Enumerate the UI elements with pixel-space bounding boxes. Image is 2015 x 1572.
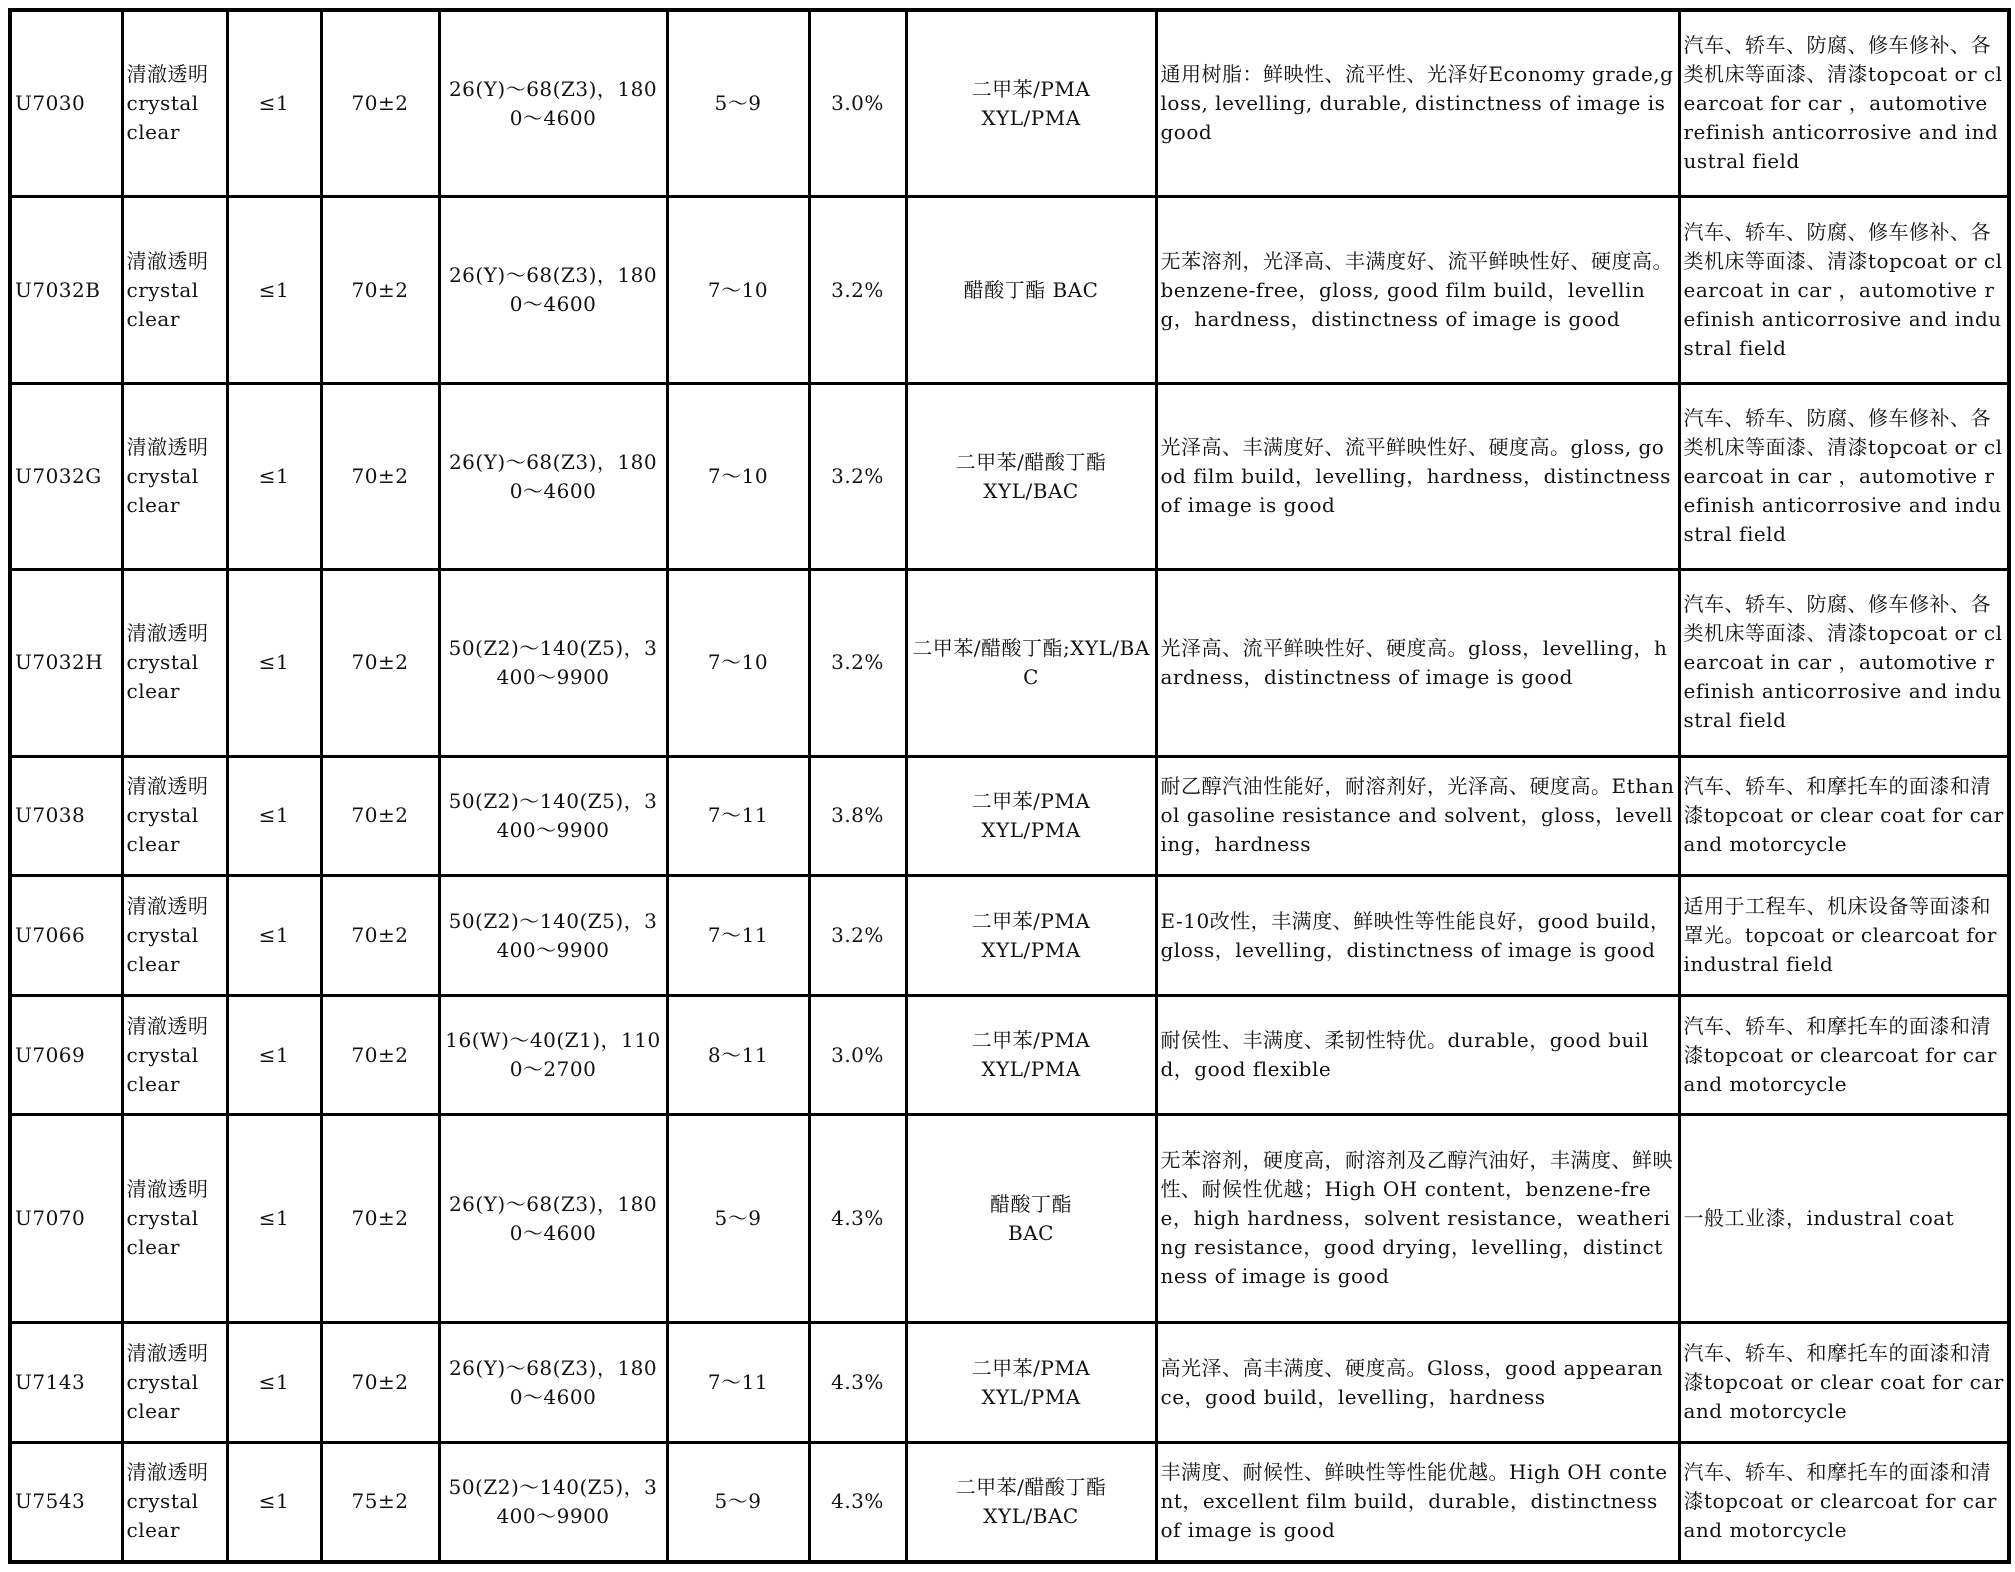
color-value: 7～11	[707, 1370, 769, 1395]
product-code: U7143	[15, 1370, 86, 1395]
application-cell	[1679, 995, 2009, 1115]
appearance-en-2: clear	[126, 1071, 180, 1096]
product-code: U7032H	[15, 650, 104, 675]
table-row	[10, 1323, 2009, 1443]
product-code: U7032B	[15, 277, 101, 302]
features-cell	[1156, 876, 1679, 996]
features-cell	[1156, 197, 1679, 383]
solid-content: 70±2	[351, 1042, 409, 1067]
appearance-en-2: clear	[126, 1399, 180, 1424]
solvent-line: XYL/PMA	[981, 817, 1081, 842]
appearance-cn: 清澈透明	[126, 1177, 209, 1202]
solvent-cell	[906, 1115, 1156, 1323]
viscosity: 50(Z2)～140(Z5)，3400～9900	[448, 635, 658, 689]
product-code-cell	[10, 197, 122, 383]
solvent-line: 二甲苯/PMA	[971, 788, 1091, 813]
solid-content-cell	[321, 197, 439, 383]
solid-content: 70±2	[351, 803, 409, 828]
appearance-cell	[122, 1115, 227, 1323]
viscosity-cell	[439, 197, 667, 383]
appearance-cn: 清澈透明	[126, 621, 209, 646]
viscosity: 26(Y)～68(Z3)，1800～4600	[448, 449, 658, 503]
solid-content: 75±2	[351, 1489, 409, 1514]
oh-content-cell	[809, 570, 906, 756]
application-text: 汽车、轿车、和摩托车的面漆和清漆topcoat or clearcoat for car and motorcycle	[1683, 1013, 1997, 1096]
application-text: 汽车、轿车、防腐、修车修补、各类机床等面漆、清漆topcoat or clearcoat in car ，automotive refinish anticorrosive and industral field	[1683, 592, 2003, 733]
appearance-en-1: crystal	[126, 91, 199, 116]
appearance-en-1: crystal	[126, 277, 199, 302]
table-row	[10, 995, 2009, 1115]
features-text: 光泽高、丰满度好、流平鲜映性好、硬度高。gloss, good film build，levelling，hardness，distinctness of image is good	[1160, 435, 1671, 518]
application-cell	[1679, 1442, 2009, 1562]
product-code-cell	[10, 10, 122, 197]
color-cell	[667, 10, 809, 197]
color-value: 7～11	[707, 923, 769, 947]
oh-content: 3.8%	[831, 803, 884, 828]
viscosity: 50(Z2)～140(Z5)，3400～9900	[448, 1474, 658, 1528]
solid-content: 70±2	[351, 91, 409, 116]
solid-content: 70±2	[351, 923, 409, 947]
product-code: U7070	[15, 1206, 86, 1231]
solvent-cell	[906, 756, 1156, 876]
solid-content-cell	[321, 10, 439, 197]
appearance-en-1: crystal	[126, 1370, 199, 1395]
viscosity-cell	[439, 383, 667, 569]
viscosity: 26(Y)～68(Z3)，1800～4600	[448, 76, 658, 130]
features-text: 丰满度、耐候性、鲜映性等性能优越。High OH content，excellent film build，durable，distinctness of image is good	[1160, 1460, 1668, 1543]
color-cell	[667, 1323, 809, 1443]
acid-value-cell	[227, 756, 321, 876]
viscosity-cell	[439, 1323, 667, 1443]
appearance-en-2: clear	[126, 120, 180, 145]
viscosity-cell	[439, 756, 667, 876]
appearance-en-2: clear	[126, 952, 180, 976]
solvent-line: 醋酸丁酯	[990, 1191, 1072, 1216]
table-row	[10, 876, 2009, 996]
solvent-line: 二甲苯/PMA	[971, 908, 1091, 933]
solid-content-cell	[321, 995, 439, 1115]
features-cell	[1156, 1442, 1679, 1562]
application-cell	[1679, 383, 2009, 569]
appearance-cn: 清澈透明	[126, 894, 209, 918]
features-cell	[1156, 1323, 1679, 1443]
features-cell	[1156, 383, 1679, 569]
solvent-cell	[906, 1442, 1156, 1562]
solvent-cell	[906, 876, 1156, 996]
color-value: 5～9	[714, 91, 762, 116]
solid-content: 70±2	[351, 1206, 409, 1231]
application-text: 适用于工程车、机床设备等面漆和罩光。topcoat or clearcoat for industral field	[1683, 894, 1997, 976]
acid-value-cell	[227, 10, 321, 197]
color-value: 5～9	[714, 1206, 762, 1231]
oh-content: 4.3%	[831, 1370, 884, 1395]
features-cell	[1156, 756, 1679, 876]
solid-content-cell	[321, 1323, 439, 1443]
color-cell	[667, 383, 809, 569]
solvent-line: XYL/BAC	[983, 478, 1079, 503]
appearance-cell	[122, 1323, 227, 1443]
table-row	[10, 197, 2009, 383]
color-cell	[667, 197, 809, 383]
table-row	[10, 756, 2009, 876]
solvent-line: 二甲苯/PMA	[971, 1028, 1091, 1053]
solid-content: 70±2	[351, 464, 409, 489]
appearance-cell	[122, 876, 227, 996]
oh-content-cell	[809, 383, 906, 569]
solvent-cell	[906, 197, 1156, 383]
appearance-cn: 清澈透明	[126, 435, 209, 460]
viscosity: 50(Z2)～140(Z5)，3400～9900	[448, 788, 658, 842]
application-text: 汽车、轿车、防腐、修车修补、各类机床等面漆、清漆topcoat or clearcoat for car ，automotive refinish anticorrosive and industral field	[1683, 33, 2003, 174]
color-value: 7～10	[707, 650, 769, 675]
color-cell	[667, 1115, 809, 1323]
solid-content-cell	[321, 1442, 439, 1562]
oh-content-cell	[809, 1442, 906, 1562]
features-cell	[1156, 570, 1679, 756]
appearance-cell	[122, 570, 227, 756]
viscosity-cell	[439, 995, 667, 1115]
resin-spec-sheet	[8, 8, 2007, 1564]
appearance-cell	[122, 995, 227, 1115]
table-row	[10, 1442, 2009, 1562]
appearance-en-2: clear	[126, 1235, 180, 1260]
product-code-cell	[10, 1323, 122, 1443]
viscosity: 26(Y)～68(Z3)，1800～4600	[448, 1191, 658, 1245]
solid-content-cell	[321, 1115, 439, 1323]
acid-value-cell	[227, 383, 321, 569]
features-text: 光泽高、流平鲜映性好、硬度高。gloss，levelling，hardness，distinctness of image is good	[1160, 635, 1668, 689]
acid-value-cell	[227, 1323, 321, 1443]
color-cell	[667, 756, 809, 876]
appearance-cn: 清澈透明	[126, 1341, 209, 1366]
solid-content: 70±2	[351, 650, 409, 675]
solvent-cell	[906, 10, 1156, 197]
appearance-en-2: clear	[126, 1518, 180, 1543]
appearance-cell	[122, 197, 227, 383]
acid-value: ≤1	[258, 1042, 290, 1067]
solvent-cell	[906, 383, 1156, 569]
application-text: 一般工业漆，industral coat	[1683, 1206, 1955, 1231]
viscosity: 50(Z2)～140(Z5)，3400～9900	[448, 908, 658, 962]
solvent-line: 醋酸丁酯 BAC	[963, 277, 1099, 302]
color-cell	[667, 570, 809, 756]
viscosity: 26(Y)～68(Z3)，1800～4600	[448, 1355, 658, 1409]
appearance-en-1: crystal	[126, 650, 199, 675]
acid-value-cell	[227, 995, 321, 1115]
features-cell	[1156, 995, 1679, 1115]
solvent-line: 二甲苯/PMA	[971, 1355, 1091, 1380]
acid-value-cell	[227, 876, 321, 996]
appearance-en-2: clear	[126, 493, 180, 518]
oh-content-cell	[809, 995, 906, 1115]
appearance-en-2: clear	[126, 832, 180, 857]
application-cell	[1679, 570, 2009, 756]
application-cell	[1679, 197, 2009, 383]
solvent-line: 二甲苯/醋酸丁酯	[955, 449, 1107, 474]
product-code: U7038	[15, 803, 86, 828]
appearance-cell	[122, 383, 227, 569]
oh-content: 3.0%	[831, 1042, 884, 1067]
application-text: 汽车、轿车、防腐、修车修补、各类机床等面漆、清漆topcoat or clearcoat in car ，automotive refinish anticorrosive and industral field	[1683, 406, 2003, 547]
resin-spec-table	[8, 8, 2011, 1564]
oh-content: 3.2%	[831, 923, 884, 947]
appearance-cell	[122, 1442, 227, 1562]
solvent-line: XYL/PMA	[981, 1384, 1081, 1409]
color-value: 8～11	[707, 1042, 769, 1067]
product-code-cell	[10, 756, 122, 876]
table-row	[10, 10, 2009, 197]
features-text: E-10改性，丰满度、鲜映性等性能良好，good build，gloss，levelling，distinctness of image is good	[1160, 908, 1671, 962]
viscosity-cell	[439, 1115, 667, 1323]
color-cell	[667, 995, 809, 1115]
appearance-cn: 清澈透明	[126, 1013, 209, 1038]
oh-content: 3.2%	[831, 464, 884, 489]
color-cell	[667, 1442, 809, 1562]
oh-content: 4.3%	[831, 1206, 884, 1231]
product-code-cell	[10, 570, 122, 756]
solvent-line: BAC	[1008, 1220, 1054, 1245]
appearance-cn: 清澈透明	[126, 774, 209, 799]
viscosity-cell	[439, 876, 667, 996]
appearance-cell	[122, 756, 227, 876]
color-value: 5～9	[714, 1489, 762, 1514]
features-text: 耐乙醇汽油性能好，耐溶剂好，光泽高、硬度高。Ethanol gasoline resistance and solvent，gloss，levelling，hardness	[1160, 774, 1675, 857]
acid-value: ≤1	[258, 91, 290, 116]
acid-value-cell	[227, 1442, 321, 1562]
table-row	[10, 1115, 2009, 1323]
acid-value-cell	[227, 197, 321, 383]
product-code: U7543	[15, 1489, 86, 1514]
appearance-en-1: crystal	[126, 803, 199, 828]
oh-content: 3.2%	[831, 650, 884, 675]
viscosity-cell	[439, 570, 667, 756]
appearance-en-1: crystal	[126, 923, 199, 947]
application-cell	[1679, 756, 2009, 876]
application-cell	[1679, 876, 2009, 996]
acid-value: ≤1	[258, 1370, 290, 1395]
color-value: 7～10	[707, 464, 769, 489]
features-text: 高光泽、高丰满度、硬度高。Gloss，good appearance，good build，levelling，hardness	[1160, 1355, 1664, 1409]
solvent-line: 二甲苯/醋酸丁酯	[955, 1474, 1107, 1499]
features-text: 通用树脂：鲜映性、流平性、光泽好Economy grade,gloss, levelling, durable, distinctness of image is good	[1160, 62, 1674, 145]
solid-content-cell	[321, 756, 439, 876]
acid-value: ≤1	[258, 803, 290, 828]
product-code: U7069	[15, 1042, 86, 1067]
acid-value: ≤1	[258, 277, 290, 302]
features-text: 耐侯性、丰满度、柔韧性特优。durable，good build，good flexible	[1160, 1028, 1649, 1082]
application-cell	[1679, 1323, 2009, 1443]
solvent-line: XYL/BAC	[983, 1503, 1079, 1528]
viscosity: 26(Y)～68(Z3)，1800～4600	[448, 263, 658, 317]
application-cell	[1679, 10, 2009, 197]
color-cell	[667, 876, 809, 996]
viscosity-cell	[439, 10, 667, 197]
solvent-line: 二甲苯/醋酸丁酯;XYL/BAC	[912, 635, 1150, 689]
appearance-en-2: clear	[126, 306, 180, 331]
oh-content-cell	[809, 1323, 906, 1443]
product-code-cell	[10, 1442, 122, 1562]
acid-value: ≤1	[258, 1206, 290, 1231]
product-code: U7030	[15, 91, 86, 116]
table-row	[10, 383, 2009, 569]
features-cell	[1156, 10, 1679, 197]
application-text: 汽车、轿车、和摩托车的面漆和清漆topcoat or clearcoat for car and motorcycle	[1683, 1460, 1997, 1543]
product-code: U7032G	[15, 464, 102, 489]
acid-value: ≤1	[258, 650, 290, 675]
solvent-line: XYL/PMA	[981, 1057, 1081, 1082]
acid-value: ≤1	[258, 464, 290, 489]
solvent-line: XYL/PMA	[981, 105, 1081, 130]
product-code: U7066	[15, 923, 86, 947]
appearance-cn: 清澈透明	[126, 248, 209, 273]
oh-content: 3.0%	[831, 91, 884, 116]
oh-content-cell	[809, 756, 906, 876]
appearance-en-1: crystal	[126, 1489, 199, 1514]
application-text: 汽车、轿车、防腐、修车修补、各类机床等面漆、清漆topcoat or clearcoat in car ，automotive refinish anticorrosive and industral field	[1683, 219, 2003, 360]
viscosity: 16(W)～40(Z1)，1100～2700	[445, 1028, 661, 1082]
oh-content-cell	[809, 876, 906, 996]
solvent-line: 二甲苯/PMA	[971, 76, 1091, 101]
color-value: 7～10	[707, 277, 769, 302]
solid-content-cell	[321, 876, 439, 996]
oh-content: 4.3%	[831, 1489, 884, 1514]
table-row	[10, 570, 2009, 756]
viscosity-cell	[439, 1442, 667, 1562]
solid-content-cell	[321, 570, 439, 756]
oh-content-cell	[809, 10, 906, 197]
product-code-cell	[10, 876, 122, 996]
application-text: 汽车、轿车、和摩托车的面漆和清漆topcoat or clear coat for car and motorcycle	[1683, 1341, 2004, 1424]
solvent-cell	[906, 995, 1156, 1115]
solid-content: 70±2	[351, 1370, 409, 1395]
oh-content: 3.2%	[831, 277, 884, 302]
oh-content-cell	[809, 1115, 906, 1323]
product-code-cell	[10, 383, 122, 569]
application-cell	[1679, 1115, 2009, 1323]
solvent-cell	[906, 570, 1156, 756]
appearance-cn: 清澈透明	[126, 62, 209, 87]
application-text: 汽车、轿车、和摩托车的面漆和清漆topcoat or clear coat for car and motorcycle	[1683, 774, 2004, 857]
solvent-line: XYL/PMA	[981, 937, 1081, 962]
appearance-en-1: crystal	[126, 1042, 199, 1067]
solid-content-cell	[321, 383, 439, 569]
product-code-cell	[10, 995, 122, 1115]
appearance-en-2: clear	[126, 679, 180, 704]
appearance-cell	[122, 10, 227, 197]
features-text: 无苯溶剂，光泽高、丰满度好、流平鲜映性好、硬度高。benzene-free，gloss, good film build，levelling，hardness，distinctness of image is good	[1160, 248, 1673, 331]
solid-content: 70±2	[351, 277, 409, 302]
features-cell	[1156, 1115, 1679, 1323]
product-code-cell	[10, 1115, 122, 1323]
features-text: 无苯溶剂，硬度高，耐溶剂及乙醇汽油好，丰满度、鲜映性、耐候性优越；High OH content，benzene-free，high hardness，solvent resistance，weathering resistance，good drying，levelling，distinctness of image is good	[1160, 1148, 1673, 1289]
acid-value: ≤1	[258, 923, 290, 947]
appearance-en-1: crystal	[126, 464, 199, 489]
oh-content-cell	[809, 197, 906, 383]
color-value: 7～11	[707, 803, 769, 828]
acid-value: ≤1	[258, 1489, 290, 1514]
appearance-en-1: crystal	[126, 1206, 199, 1231]
appearance-cn: 清澈透明	[126, 1460, 209, 1485]
acid-value-cell	[227, 1115, 321, 1323]
acid-value-cell	[227, 570, 321, 756]
solvent-cell	[906, 1323, 1156, 1443]
